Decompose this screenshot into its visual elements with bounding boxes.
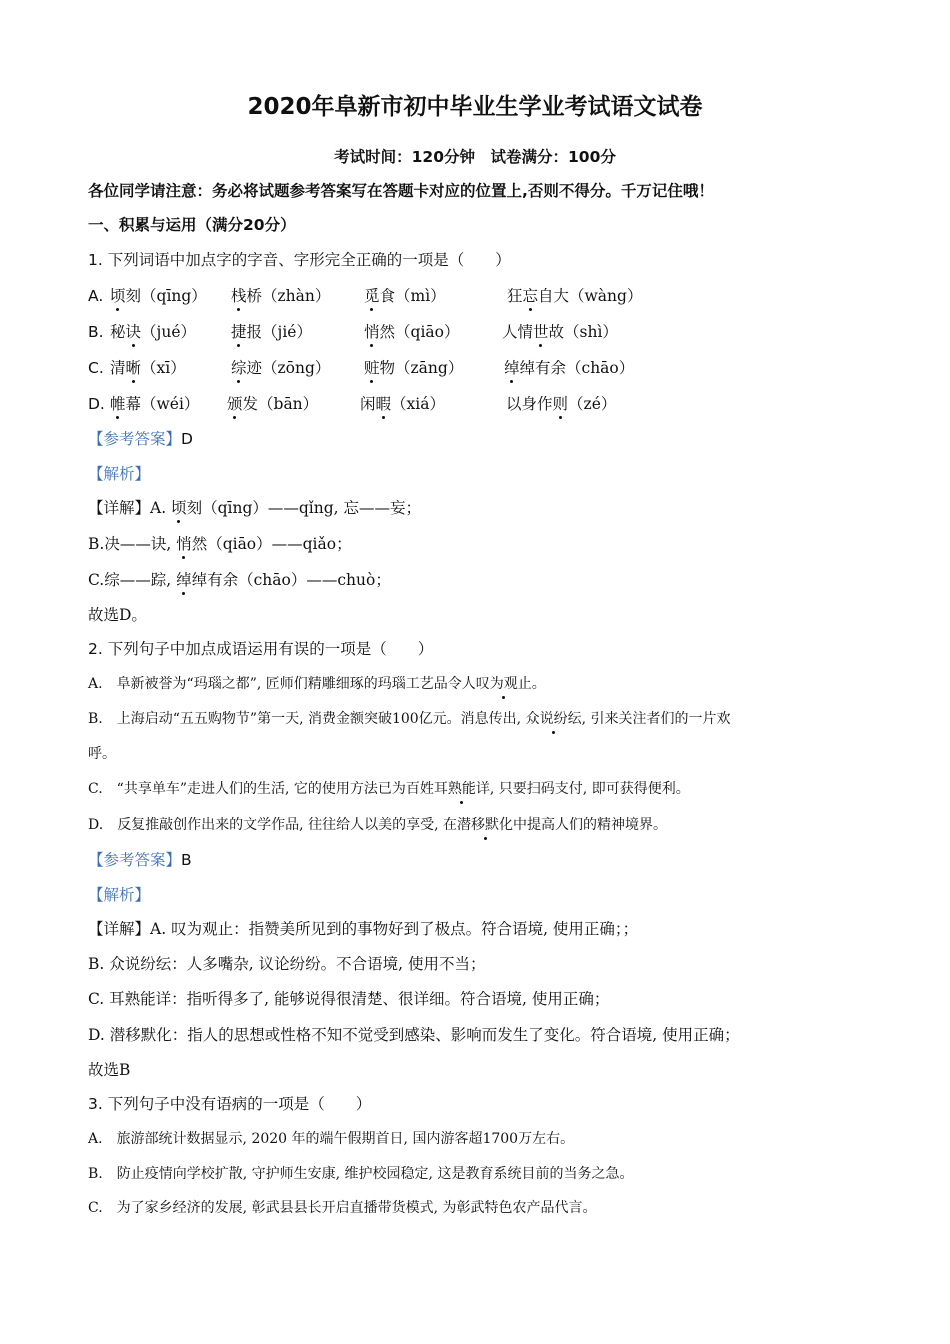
q1-a-item2: 栈桥（zhàn） (231, 287, 331, 305)
q2-number: 2. (88, 640, 103, 658)
q2-option-a: A. 阜新被誉为“玛瑙之都”, 匠师们精雕细琢的玛瑙工艺品令人叹为观止。 (88, 673, 546, 695)
q3-number: 3. (88, 1095, 103, 1113)
q1-b-item1: 秘诀（jué） (110, 323, 196, 341)
q2-stem (88, 638, 433, 660)
q3-stem (88, 1093, 371, 1115)
q2-option-c: C. “共享单车”走进人们的生活, 它的使用方法已为百姓耳熟能详, 只要扫码支付, 即可获得便利。 (88, 778, 690, 800)
q1-detail-1: 【详解】A. 顷刻（qīng）——qǐng, 忘——妄； (88, 499, 422, 517)
q1-number: 1. (88, 251, 103, 269)
q1-b-item3: 悄然（qiāo） (364, 323, 460, 341)
q2-stem-text: 下列句子中加点成语运用有误的一项是（ ） (102, 640, 434, 658)
q1-conclusion: 故选D。 (88, 606, 147, 624)
page-title: 2020年阜新市初中毕业生学业考试语文试卷 (247, 94, 703, 120)
q1-a-label: A. (88, 287, 104, 305)
q2-detail-b: B. 众说纷纭：人多嘴杂, 议论纷纷。不合语境, 使用不当； (88, 955, 486, 973)
q2-answer (88, 849, 192, 871)
q2-detail-a: 【详解】A. 叹为观止：指赞美所见到的事物好到了极点。符合语境, 使用正确；； (88, 920, 639, 938)
q1-b-item4: 人情世故（shì） (502, 323, 618, 341)
q1-c-item1: 清晰（xī） (110, 359, 186, 377)
answer-label: 【参考答案】 (88, 430, 182, 448)
q2-option-b: B. 上海启动“五五购物节”第一天, 消费金额突破100亿元。消息传出, 众说纷纭, 引来关注者们的一片欢 (88, 708, 731, 730)
q3-option-b: B. 防止疫情向学校扩散, 守护师生安康, 维护校园稳定, 这是教育系统目前的当务之急。 (88, 1166, 634, 1182)
q3-option-a: A. 旅游部统计数据显示, 2020 年的端午假期首日, 国内游客超1700万左右。 (88, 1131, 575, 1147)
q1-c-item4: 绰绰有余（chāo） (504, 359, 635, 377)
q1-stem-text: 下列词语中加点字的字音、字形完全正确的一项是（ ） (102, 251, 511, 269)
q1-d-item2: 颁发（bān） (227, 395, 319, 413)
q3-stem-text: 下列句子中没有语病的一项是（ ） (102, 1095, 372, 1113)
q1-a-item4: 狂忘自大（wàng） (507, 287, 643, 305)
exam-info: 考试时间：120分钟 试卷满分：100分 (334, 148, 616, 166)
answer-label: 【参考答案】 (88, 851, 182, 869)
q1-c-label: C. (88, 359, 104, 377)
q1-d-item3: 闲暇（xiá） (360, 395, 445, 413)
q1-a-item3: 觅食（mì） (364, 287, 446, 305)
q1-c-item3: 赃物（zāng） (364, 359, 464, 377)
q2-detail-d: D. 潜移默化：指人的思想或性格不知不觉受到感染、影响而发生了变化。符合语境, 使用正确； (88, 1026, 740, 1044)
q1-a-item1: 顷刻（qīng） (110, 287, 207, 305)
q1-detail-3: C.综——踪, 绰绰有余（chāo）——chuò； (88, 571, 391, 589)
section-heading: 一、积累与运用（满分20分） (88, 216, 296, 234)
q1-d-item1: 帷幕（wéi） (110, 395, 200, 413)
q1-b-label: B. (88, 323, 104, 341)
q3-option-c: C. 为了家乡经济的发展, 彰武县县长开启直播带货模式, 为彰武特色农产品代言。 (88, 1200, 597, 1216)
q2-detail-c: C. 耳熟能详：指听得多了, 能够说得很清楚、很详细。符合语境, 使用正确； (88, 990, 610, 1008)
q1-stem (88, 249, 511, 271)
q2-conclusion: 故选B (88, 1061, 131, 1079)
q2-option-d: D. 反复推敲创作出来的文学作品, 往往给人以美的享受, 在潜移默化中提高人们的精神境界。 (88, 814, 667, 836)
q1-analysis-label: 【解析】 (88, 465, 151, 483)
q1-b-item2: 捷报（jié） (231, 323, 312, 341)
q1-detail-2: B.决——诀, 悄然（qiāo）——qiǎo； (88, 535, 352, 553)
q1-answer (88, 428, 193, 450)
q1-answer-value: D (181, 430, 193, 448)
notice: 各位同学请注意：务必将试题参考答案写在答题卡对应的位置上,否则不得分。千万记住哦！ (88, 182, 714, 200)
q1-c-item2: 综迹（zōng） (231, 359, 331, 377)
q2-answer-value: B (181, 851, 192, 869)
q2-analysis-label: 【解析】 (88, 886, 151, 904)
q1-d-label: D. (88, 395, 105, 413)
q1-d-item4: 以身作则（zé） (506, 395, 617, 413)
q2-option-b-cont: 呼。 (88, 746, 116, 762)
